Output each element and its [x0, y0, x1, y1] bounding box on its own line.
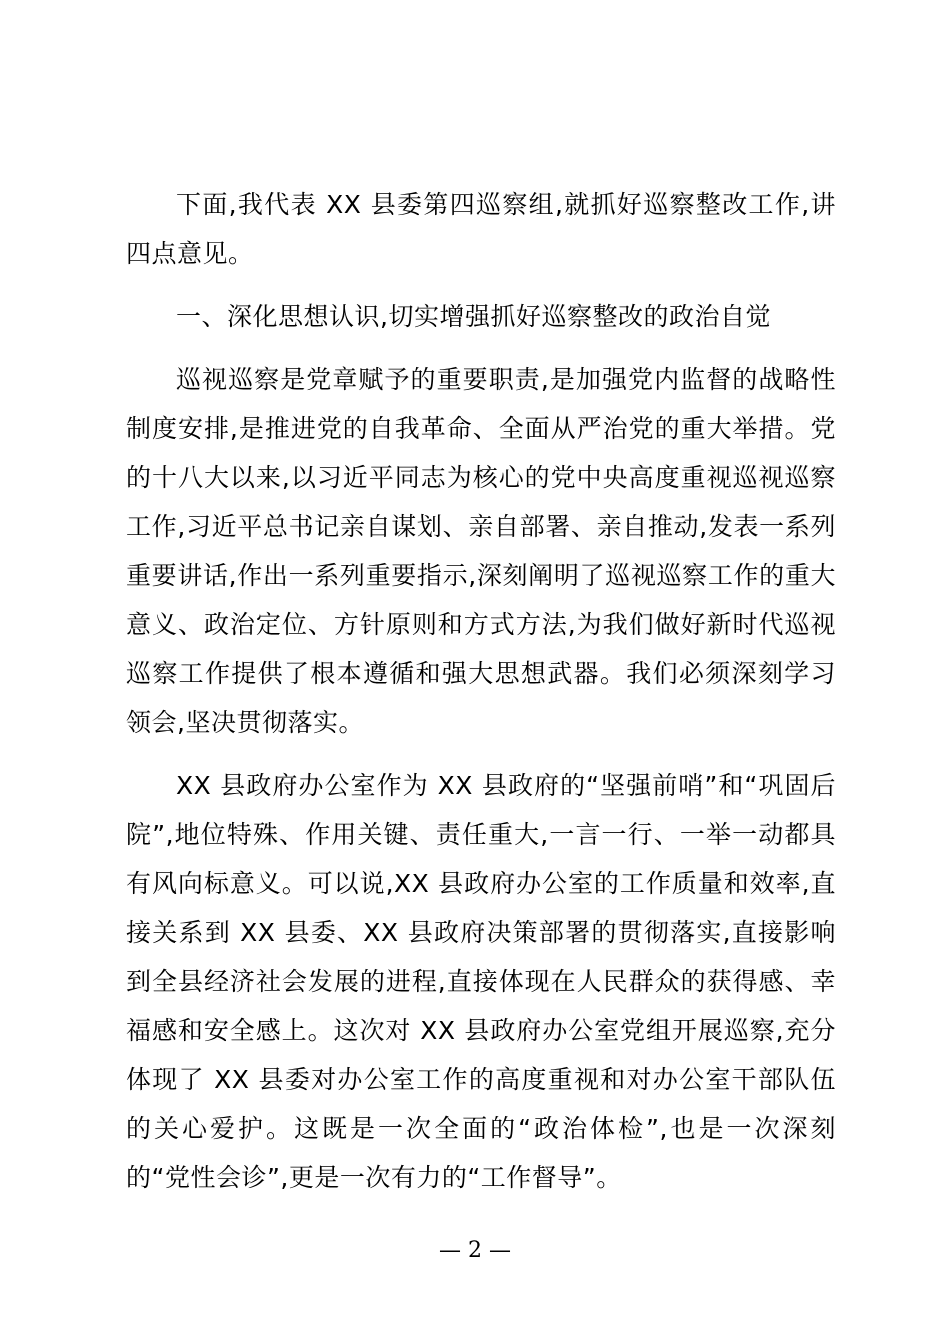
body-paragraph-1: 巡视巡察是党章赋予的重要职责,是加强党内监督的战略性制度安排,是推进党的自我革命、全面从严治党的重大举措。党的十八大以来,以习近平同志为核心的党中央高度重视巡视巡察工作,习近平总书记亲自谋划、亲自部署、亲自推动,发表一系列重要讲话,作出一系列重要指示,深刻阐明了巡视巡察工作的重大意义、政治定位、方针原则和方式方法,为我们做好新时代巡视巡察工作提供了根本遵循和强大思想武器。我们必须深刻学习领会,坚决贯彻落实。	[126, 365, 836, 737]
section-heading-1: 一、深化思想认识,切实增强抓好巡察整改的政治自觉	[176, 302, 771, 331]
intro-paragraph: 下面,我代表 XX 县委第四巡察组,就抓好巡察整改工作,讲四点意见。	[126, 190, 836, 268]
body-paragraph-2: XX 县政府办公室作为 XX 县政府的“坚强前哨”和“巩固后院”,地位特殊、作用关键、责任重大,一言一行、一举一动都具有风向标意义。可以说,XX 县政府办公室的工作质量和效率,直接关系到 XX 县委、XX 县政府决策部署的贯彻落实,直接影响到全县经济社会发展的进程,直接体现在人民群众的获得感、幸福感和安全感上。这次对 XX 县政府办公室党组开展巡察,充分体现了 XX 县委对办公室工作的高度重视和对办公室干部队伍的关心爱护。这既是一次全面的“政治体检”,也是一次深刻的“党性会诊”,更是一次有力的“工作督导”。	[126, 771, 836, 1192]
page-number: — 2 —	[439, 1238, 511, 1263]
document-body	[126, 180, 836, 1216]
